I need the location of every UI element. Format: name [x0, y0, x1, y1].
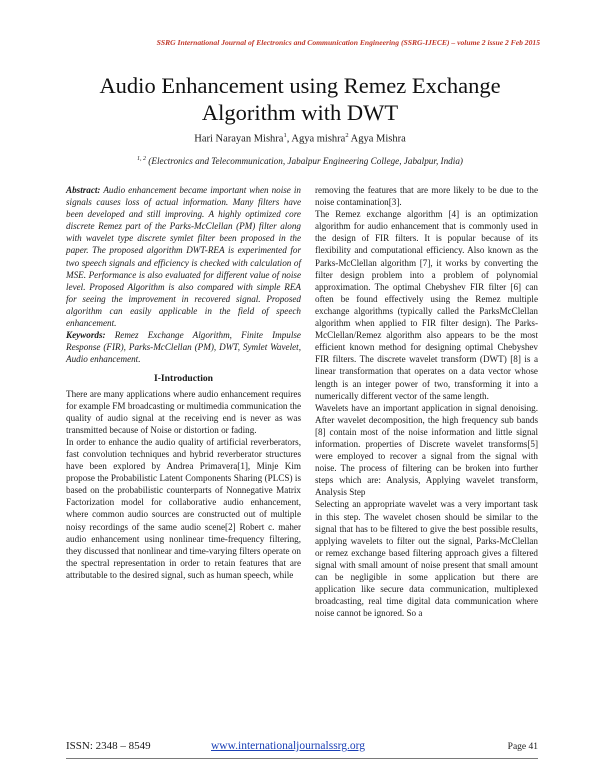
section-heading-introduction: I-Introduction — [154, 373, 213, 385]
journal-header: SSRG International Journal of Electronics and Communication Engineering (SSRG-IJECE) – volume 2 issue 2 Feb 2015 — [156, 38, 540, 47]
affiliation — [60, 156, 540, 166]
keywords-text: Remez Exchange Algorithm, Finite Impulse Response (FIR), Parks-McClellan (PM), DWT, Symlet Wavelet, Audio enhancement. — [66, 330, 301, 365]
author-sup: 1 — [283, 132, 287, 139]
right-column — [315, 184, 538, 619]
abstract-text: Audio enhancement became important when noise in signals causes loss of actual information. Many filters have been developed and still improving. A highly optimized core discrete Remez part of the Parks-McClellan (PM) filter along with wavelet type discrete symlet filter been proposed in the paper. The proposed algorithm DWT-REA is experimented for two speech signals and efficiency is checked with calculation of MSE. Performance is also evaluated for different value of noise level. Proposed Algorithm is also compared with simple REA for seeing the improvement in recovered signal. Proposed algorithm can easily applicable in the field of speech enhancement. — [66, 185, 301, 329]
remez-paragraph: The Remez exchange algorithm [4] is an optimization algorithm for audio enhancement that is commonly used in the design of FIR filters. It is popular because of its flexibility and computational efficiency. Also known as the Parks-McClellan algorithm [7], it works by converting the filter design problem into a problem of polynomial approximation. The optimal Chebyshev FIR filter [6] can often be found effectively using the Remez multiple exchange algorithms (typically called the ParksMcClellan algorithm when applied to FIR filter design). The Parks-McClellan/Remez algorithm also appears to be the most efficient known method for designing optimal Chebyshev FIR filters. The discrete wavelet transform (DWT) [8] is a linear transformation that operates on a data vector whose length is an integer power of two, transforming it into a numerically different vector of the same length. — [315, 209, 538, 401]
right-paragraph-continued: removing the features that are more likely to be due to the noise contamination[3]. — [315, 185, 538, 208]
intro-paragraph-1: There are many applications where audio enhancement requires for example FM broadcasting or multimedia communication the quality of audio signal at the receiving end is never as was transmitted because of Noise or distortion or fading. — [66, 388, 301, 435]
intro-paragraph-2: In order to enhance the audio quality of artificial reverberators, fast convolution techniques and hybrid reverberator structures have been explored by Andrea Primavera[1], Minje Kim propose the Probabilistic Latent Components Sharing (PLCS) is based on the probabilistic counterparts of Nonnegative Matrix Factorization model for collaborative audio enhancement, where common audio sources are constructed out of multiple noisy recordings of the same audio scene[2] Robert c. maher audio enhancement using nonlinear time-frequency filtering, they discussed that nonlinear and time-varying filters operate on the spectral representation in order to retain features that are attributable to the desired signal, such as human speech, while — [66, 436, 301, 580]
author-sup: 2 — [345, 132, 349, 139]
left-column — [66, 184, 301, 581]
keywords — [66, 329, 301, 365]
author-name: Hari Narayan Mishra — [194, 133, 284, 145]
abstract-label: Abstract: — [66, 185, 101, 195]
keywords-label: Keywords: — [66, 330, 106, 341]
author-name: Agya mishra — [291, 133, 346, 145]
title-line-2: Algorithm with DWT — [201, 100, 399, 125]
page-number: Page 41 — [507, 742, 538, 752]
author-list: Hari Narayan Mishra$^1$, Agya mishra$^2$ Agya Mishra — [194, 132, 406, 145]
wavelet-selection-paragraph: Selecting an appropriate wavelet was a very important task in this step. The wavelet chosen should be similar to the signal that has to be filtered to give the best possible results, applying wavelets to filter out the signal, Parks-McClellan or remez exchange based filtering approach gives a filtered signal with small amount of noise present that small amount can be negligible in some application but there are application like secure data communication, multiplexed broadcasting, real time digital data communication where noise cannot be ignored. So a — [315, 499, 538, 619]
journal-website-link[interactable]: www.internationaljournalssrg.org — [211, 740, 366, 752]
abstract — [66, 184, 301, 329]
issn-number: ISSN: 2348 – 8549 — [66, 740, 151, 752]
paper-title — [40, 72, 560, 126]
author-name: Agya Mishra — [350, 133, 406, 145]
affiliation-text: (Electronics and Telecommunication, Jabalpur Engineering College, Jabalpur, India) — [148, 156, 463, 167]
affiliation-sup: 1, 2 — [136, 156, 146, 162]
wavelet-paragraph: Wavelets have an important application in signal denoising. After wavelet decomposition, the high frequency sub bands [8] contain most of the noise information and little signal information. properties of Discrete wavelet transforms[5] were employed to recover a signal from the signal with noise. The process of filtering can be broken into further steps which are: Analysis, Applying wavelet transform, Analysis Step — [315, 402, 538, 498]
title-line-1: Audio Enhancement using Remez Exchange — [99, 73, 501, 98]
footer-divider — [66, 758, 538, 759]
